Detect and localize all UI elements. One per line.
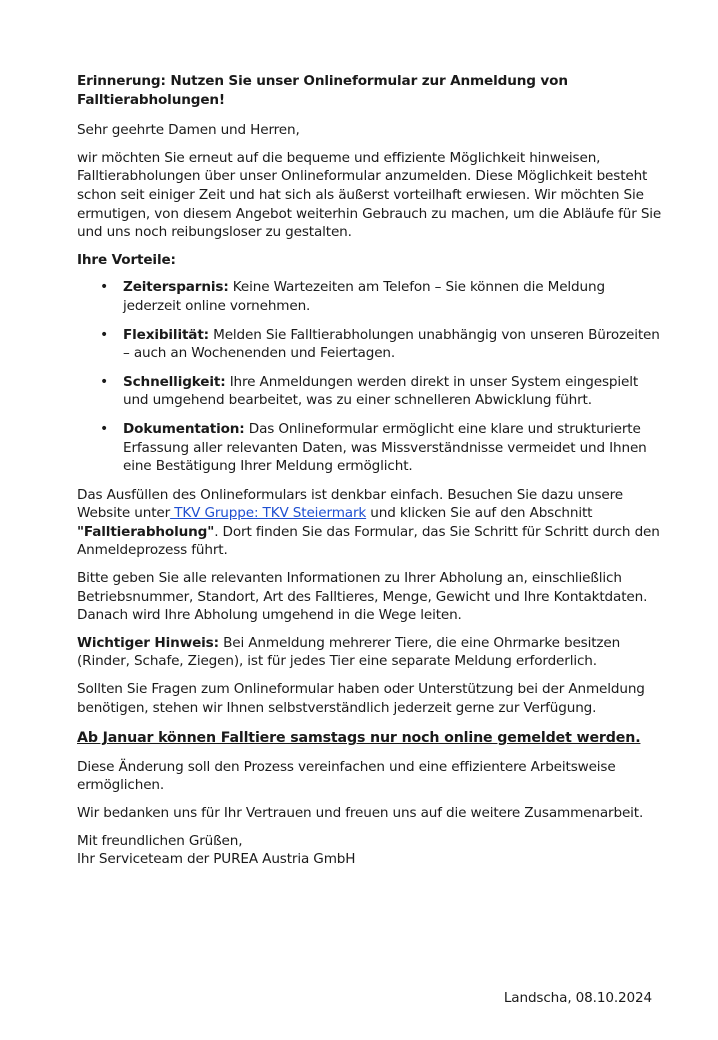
benefits-list — [77, 278, 667, 475]
benefit-item-flexibilitaet — [77, 326, 667, 363]
instructions-text-2: und klicken Sie auf den Abschnitt — [366, 505, 593, 522]
closing-signature: Ihr Serviceteam der PUREA Austria GmbH — [77, 851, 356, 868]
salutation: Sehr geehrte Damen und Herren, — [77, 122, 300, 139]
benefit-label: Schnelligkeit: — [123, 373, 226, 390]
benefit-label: Zeitersparnis: — [123, 279, 229, 296]
letter-title: Erinnerung: Nutzen Sie unser Onlineformular zur Anmeldung von Falltierabholungen! — [77, 73, 568, 108]
notice-label: Wichtiger Hinweis: — [77, 634, 219, 651]
benefit-text: Das Onlineformular ermöglicht eine klare und strukturierte Erfassung aller relevanten Daten, was Missverständnisse vermeidet und Ihnen eine Bestätigung Ihrer Meldung ermöglicht. — [123, 420, 647, 475]
details-paragraph: Bitte geben Sie alle relevanten Informationen zu Ihrer Abholung an, einschließlich Betriebsnummer, Standort, Art des Falltieres, Menge, Gewicht und Ihre Kontaktdaten. Danach wird Ihre Abholung umgehend in die Wege leiten. — [77, 570, 648, 624]
notice-text: Bei Anmeldung mehrerer Tiere, die eine Ohrmarke besitzen (Rinder, Schafe, Ziegen), ist für jedes Tier eine separate Meldung erforderlich. — [77, 634, 621, 670]
instructions-paragraph — [77, 486, 667, 560]
closing-greeting: Mit freundlichen Grüßen, — [77, 832, 243, 849]
bullet-icon: • — [100, 326, 109, 343]
benefit-text: Ihre Anmeldungen werden direkt in unser System eingespielt und umgehend bearbeitet, was zu einer schnelleren Abwicklung führt. — [123, 373, 639, 409]
tkv-steiermark-link[interactable]: TKV Gruppe: TKV Steiermark — [170, 505, 367, 522]
benefit-label: Dokumentation: — [123, 420, 245, 437]
notice-paragraph — [77, 634, 667, 671]
support-paragraph: Sollten Sie Fragen zum Onlineformular haben oder Unterstützung bei der Anmeldung benötigen, stehen wir Ihnen selbstverständlich jederzeit gerne zur Verfügung. — [77, 681, 645, 716]
change-note-paragraph: Diese Änderung soll den Prozess vereinfachen und eine effizientere Arbeitsweise ermöglichen. — [77, 758, 616, 794]
benefit-item-zeitersparnis — [77, 278, 667, 315]
benefit-item-dokumentation — [77, 420, 667, 476]
benefit-text: Melden Sie Falltierabholungen unabhängig von unseren Bürozeiten – auch an Wochenenden und Feiertagen. — [123, 326, 660, 362]
intro-paragraph: wir möchten Sie erneut auf die bequeme und effiziente Möglichkeit hinweisen, Falltierabholungen über unser Onlineformular anzumelden. Diese Möglichkeit besteht schon seit einiger Zeit und hat sich als äußerst vorteilhaft erwiesen. Wir möchten Sie ermutigen, von diesem Angebot weiterhin Gebrauch zu machen, um die Abläufe für Sie und uns noch reibungsloser zu gestalten. — [77, 149, 662, 241]
benefit-label: Flexibilität: — [123, 326, 209, 343]
announcement-heading: Ab Januar können Falltiere samstags nur noch online gemeldet werden. — [77, 730, 641, 747]
benefit-text: Keine Wartezeiten am Telefon – Sie können die Meldung jederzeit online vornehmen. — [123, 279, 605, 314]
letter-body — [77, 72, 667, 869]
benefits-heading: Ihre Vorteile: — [77, 251, 176, 268]
bullet-icon: • — [100, 373, 109, 390]
bullet-icon: • — [100, 279, 109, 296]
benefit-item-schnelligkeit — [77, 373, 667, 410]
place-date: Landscha, 08.10.2024 — [503, 990, 652, 1006]
instructions-text-3: . Dort finden Sie das Formular, das Sie Schritt für Schritt durch den Anmeldeprozess führt. — [77, 523, 660, 559]
thanks-paragraph: Wir bedanken uns für Ihr Vertrauen und freuen uns auf die weitere Zusammenarbeit. — [77, 805, 644, 821]
bullet-icon: • — [100, 420, 109, 437]
instructions-text-1: Das Ausfüllen des Onlineformulars ist denkbar einfach. Besuchen Sie dazu unsere Website unter — [77, 486, 623, 522]
section-name: "Falltierabholung" — [77, 523, 215, 540]
